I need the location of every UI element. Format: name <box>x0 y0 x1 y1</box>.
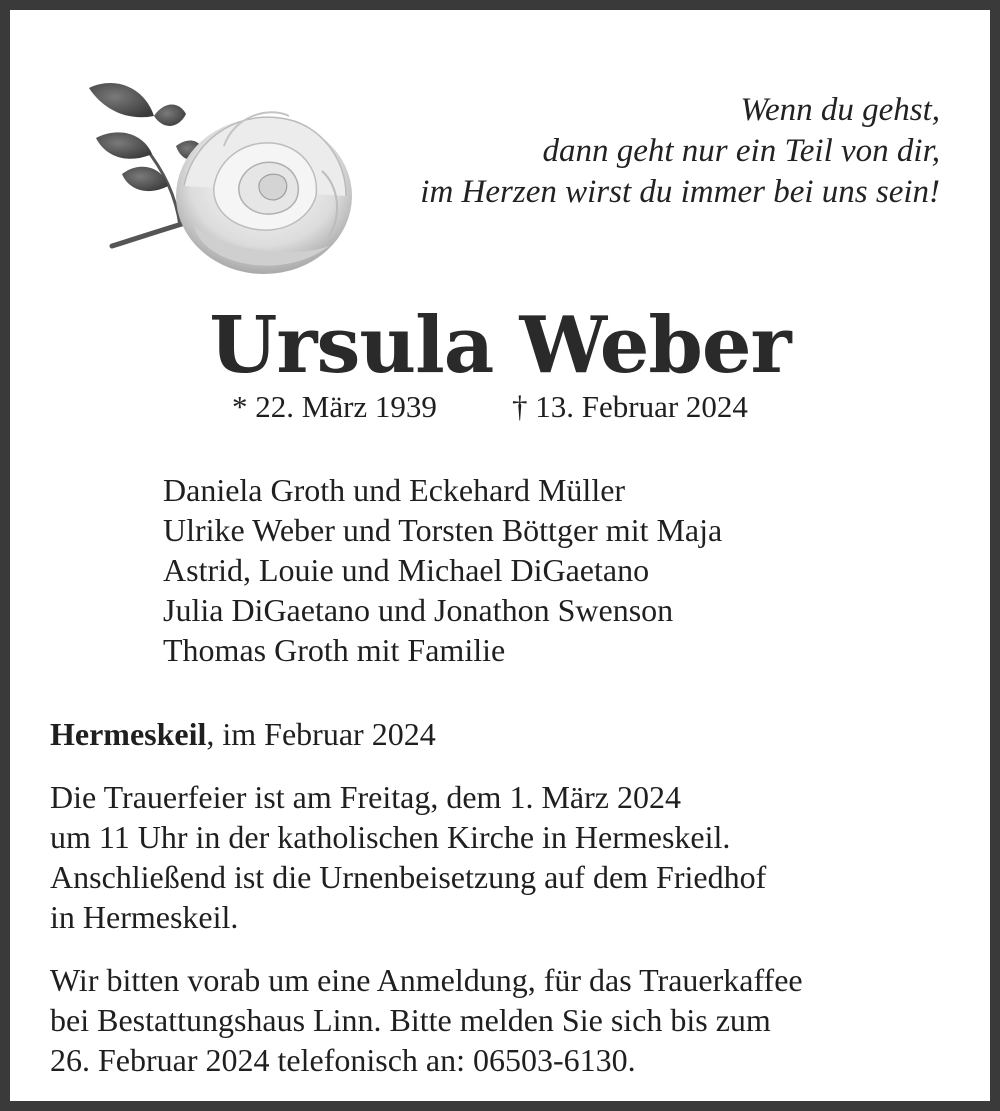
town-name: Hermeskeil <box>50 716 207 752</box>
quote-line: im Herzen wirst du immer bei uns sein! <box>420 174 940 210</box>
place-and-date <box>50 714 950 754</box>
registration-line: bei Bestattungshaus Linn. Bitte melden Sie sich bis zum <box>50 1002 771 1038</box>
mourners-list <box>163 470 923 670</box>
birth-date: * 22. März 1939 <box>232 389 437 424</box>
death-date: † 13. Februar 2024 <box>512 389 748 424</box>
ceremony-line: Anschließend ist die Urnenbeisetzung auf dem Friedhof <box>50 859 767 895</box>
mourner-line: Astrid, Louie und Michael DiGaetano <box>163 552 650 588</box>
ceremony-line: in Hermeskeil. <box>50 899 239 935</box>
rose-illustration <box>84 76 360 286</box>
mourner-line: Ulrike Weber und Torsten Böttger mit Maja <box>163 512 723 548</box>
quote-line: dann geht nur ein Teil von dir, <box>542 133 940 169</box>
ceremony-line: Die Trauerfeier ist am Freitag, dem 1. März 2024 <box>50 779 681 815</box>
quote-line: Wenn du gehst, <box>740 92 940 128</box>
life-dates <box>232 387 792 427</box>
registration-notice <box>50 960 970 1080</box>
registration-line: 26. Februar 2024 telefonisch an: 06503-6130. <box>50 1042 636 1078</box>
ceremony-notice <box>50 777 970 937</box>
mourner-line: Daniela Groth und Eckehard Müller <box>163 472 626 508</box>
memorial-quote <box>320 90 940 213</box>
registration-line: Wir bitten vorab um eine Anmeldung, für das Trauerkaffee <box>50 962 803 998</box>
mourner-line: Thomas Groth mit Familie <box>163 632 506 668</box>
deceased-name: Ursula Weber <box>209 300 791 391</box>
place-date: , im Februar 2024 <box>206 716 436 752</box>
ceremony-line: um 11 Uhr in der katholischen Kirche in Hermeskeil. <box>50 819 731 855</box>
mourner-line: Julia DiGaetano und Jonathon Swenson <box>163 592 674 628</box>
